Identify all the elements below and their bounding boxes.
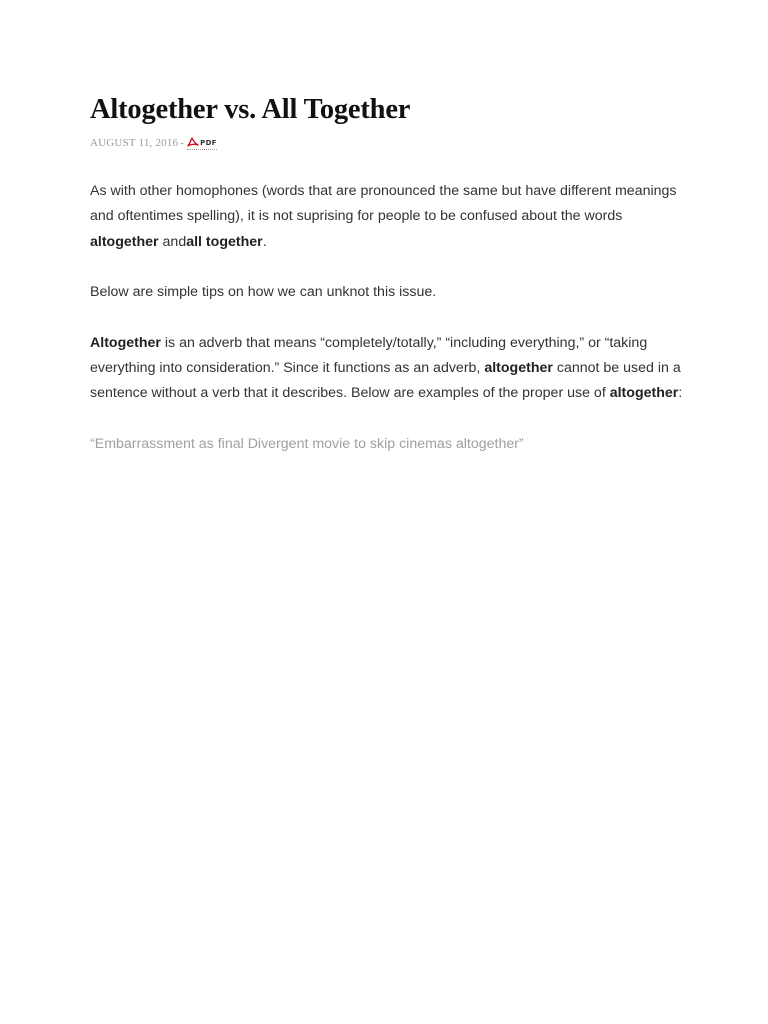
- pdf-download-link[interactable]: [187, 137, 217, 150]
- article-body: [90, 179, 690, 457]
- intro-text-2: and: [158, 233, 187, 250]
- pdf-label: PDF: [200, 138, 217, 147]
- term-altogether: altogether: [484, 360, 553, 377]
- paragraph-tips: Below are simple tips on how we can unknot this issue.: [90, 284, 437, 301]
- term-altogether: Altogether: [90, 334, 161, 351]
- intro-text-3: .: [262, 233, 267, 250]
- article-title: Altogether vs. All Together: [90, 94, 411, 125]
- intro-text-1: As with other homophones (words that are pronounced the same but have different meanings and oftentimes spelling), it is not suprising for people to be confused about the words: [90, 183, 677, 225]
- example-quote: “Embarrassment as final Divergent movie to skip cinemas altogether”: [90, 435, 524, 452]
- term-altogether: altogether: [90, 233, 159, 250]
- definition-text-2: cannot be used in a sentence without a verb that it describes. Below are examples of the proper use of: [90, 360, 681, 402]
- article: [90, 93, 690, 483]
- term-all-together: all together: [186, 233, 263, 250]
- definition-text-1: is an adverb that means “completely/totally,” “including everything,” or “taking everything into consideration.” Since it functions as an adverb,: [90, 334, 648, 377]
- meta-separator: -: [180, 137, 185, 149]
- publish-date: AUGUST 11, 2016: [90, 137, 179, 149]
- term-altogether: altogether: [609, 385, 679, 402]
- paragraph-definition: [90, 331, 690, 407]
- definition-text-3: :: [678, 385, 683, 402]
- paragraph-intro: [90, 179, 690, 255]
- article-meta: [90, 135, 690, 151]
- adobe-pdf-icon: [187, 137, 200, 149]
